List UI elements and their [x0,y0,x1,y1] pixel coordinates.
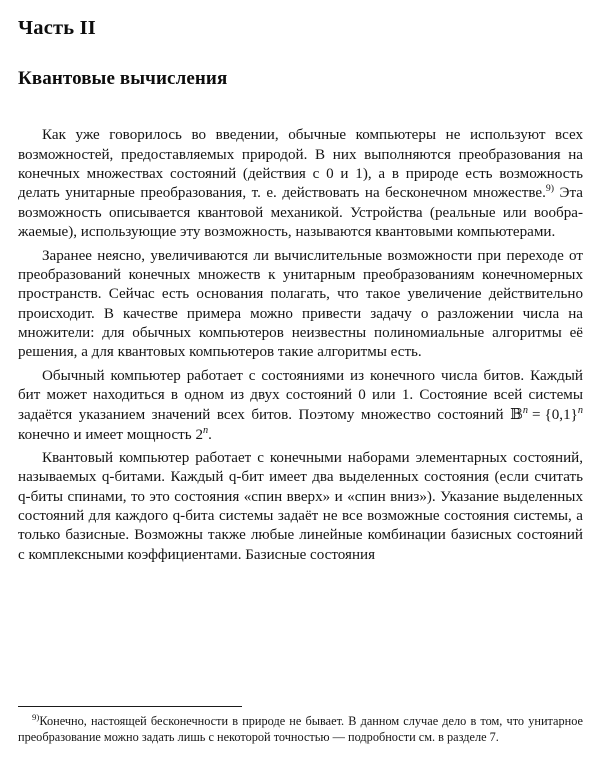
body-text [18,126,583,565]
paragraph-unclear [18,247,583,363]
paragraph-classical-text-a: Обычный компьютер работает с состояниями из конечного числа битов. Каждый бит может находиться в одном из двух состояний 0 или 1. Состояние всей системы задаётся указанием значений всех битов. Поэтому множество состояний [18,367,583,424]
chapter-heading: Квантовые вычисления [18,67,228,89]
footnote-body-text: Конечно, настоящей бесконечности в природе не бывает. В данном случае дело в том, что унитарное преобразование можно задать лишь с некоторой точностью — подробности см. в разделе 7. [18,714,583,744]
paragraph-unclear-text: Заранее неясно, увеличиваются ли вычислительные возможности при переходе от преобразований конечных множеств к унитарным преобразованиям конечномерных пространств. Сейчас есть основания полагать, что такое увеличение действительно происходит. В качестве примера можно привести задачу о разложении числа на множители: для обычных компьютеров неизвестны полиномиальные алгоритмы её решения, а для квантовых компьютеров такие алгоритмы есть. [18,247,583,361]
math-cardinality [195,424,209,443]
footnote-separator-rule [18,706,242,707]
math-binary-set: {0,1} [544,407,578,424]
paragraph-classical-text-c: . [208,426,212,443]
footnote-marker-9: 9) [32,712,40,723]
paragraph-intro [18,126,583,242]
paragraph-intro-text-a: Как уже говорилось во введении, обычные компьютеры не используют всех возможностей, предоставляемых природой. В них выполняются преобразования на конечных множествах состояний (действия с 0 и 1), а в природе есть возможность делать унитарные преобразования, т. е. действовать на бесконечном множестве. [18,127,583,202]
paragraph-classical-text-b: конечно и имеет мощность [18,426,196,443]
math-equals-operator: = [532,407,541,424]
paragraph-classical [18,367,583,445]
math-two-base: 2 [195,426,203,443]
part-heading: Часть II [18,17,96,39]
paragraph-quantum-text: Квантовый компьютер работает с конечными наборами элементарных состояний, называемых q-битами. Каждый q-бит имеет два выделенных состояния (если считать q-биты спинами, то это состояния «спин вверх» и «спин вниз»). Указание выделенных состояний для каждого q-бита системы задаёт не все возможные состояния системы, а только базисные. Возможны также любые линейные комбинации базисных состояний с комплексными коэффициентами. Базисные состояния [18,449,583,563]
math-two-exponent: n [202,424,209,436]
footnote-entry [18,714,583,745]
math-state-set [510,407,583,423]
paragraph-intro-text-b: Эта возможность описывается квантовой механикой. Устройства (реальные или воображаемые), использующие эту возможность, называются квантовыми компьютерами. [18,185,584,241]
math-blackboard-b-exponent: n [522,405,528,417]
page-content [18,17,583,565]
footnote-reference-9[interactable]: 9) [545,183,555,195]
paragraph-quantum [18,449,583,565]
footnote-block [18,706,583,745]
math-blackboard-b: 𝔹 [510,405,523,424]
math-binary-set-exponent: n [577,405,583,417]
